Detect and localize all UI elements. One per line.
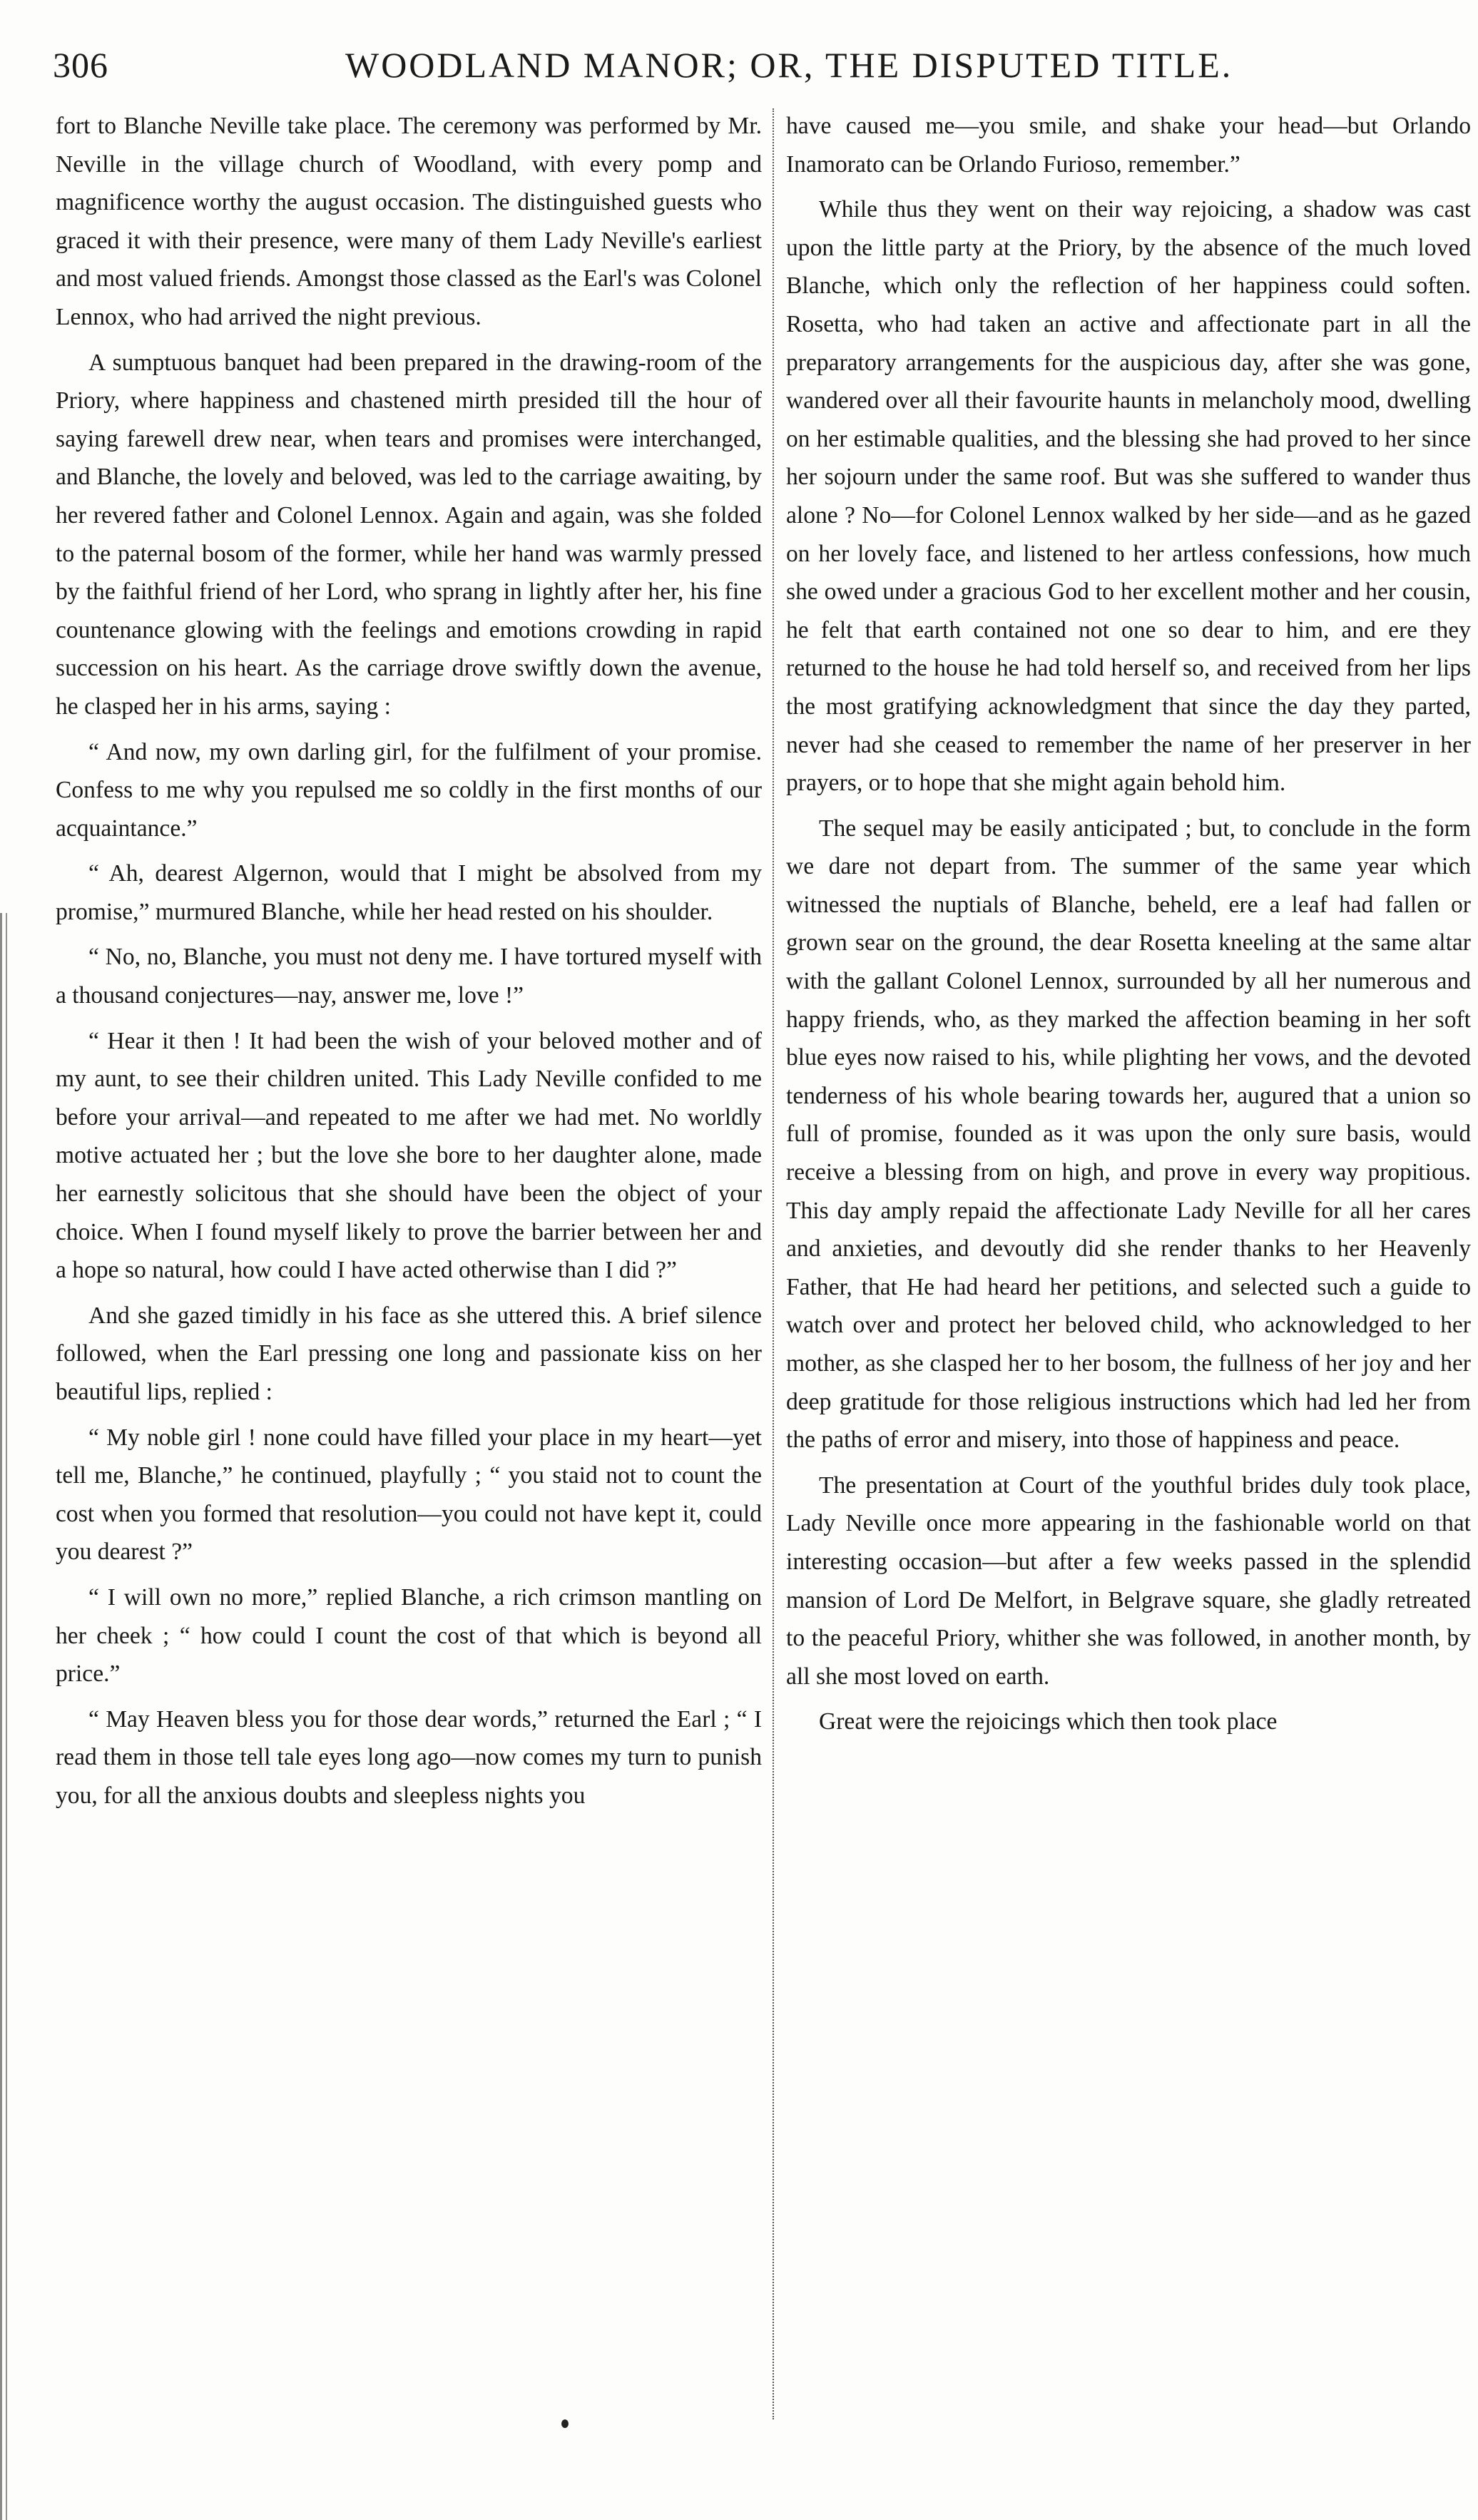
paragraph: “ Hear it then ! It had been the wish of your beloved mother and of my aunt, to see their children united. This Lady Neville confided to me before your arrival—and repeated to me after we had met. No worldly motive actuated her ; but the love she bore to her daughter alone, made her earnestly solicitous that she should have been the object of your choice. When I found myself likely to prove the barrier between her and a hope so natural, how could I have acted otherwise than I did ?” bbox=[56, 1027, 762, 1284]
paragraph: The presentation at Court of the youthful brides duly took place, Lady Neville once more appearing in the fashionable world on that interesting occasion—but after a few weeks passed in the splendid mansion of Lord De Melfort, in Belgrave square, she gladly retreated to the peaceful Priory, whither she was followed, in another month, by all she most loved on earth. bbox=[786, 1471, 1471, 1690]
paragraph: “ May Heaven bless you for those dear words,” returned the Earl ; “ I read them in those tell tale eyes long ago—now comes my turn to punish you, for all the anxious doubts and sleepless nights you bbox=[56, 1705, 762, 1809]
page-header bbox=[53, 44, 1422, 94]
paragraph: fort to Blanche Neville take place. The ceremony was performed by Mr. Neville in the village church of Woodland, with every pomp and magnificence worthy the august occasion. The distinguished guests who graced it with their presence, were many of them Lady Neville's earliest and most valued friends. Amongst those classed as the Earl's was Colonel Lennox, who had arrived the night previous. bbox=[56, 113, 762, 330]
page-number: 306 bbox=[53, 45, 108, 85]
paragraph: “ I will own no more,” replied Blanche, a rich crimson mantling on her cheek ; “ how could I count the cost of that which is beyond all price.” bbox=[56, 1583, 762, 1688]
page-binding-edge bbox=[0, 913, 19, 2520]
left-column bbox=[56, 107, 762, 1822]
paragraph: Great were the rejoicings which then took place bbox=[819, 1708, 1278, 1735]
paragraph: “ Ah, dearest Algernon, would that I might be absolved from my promise,” murmured Blanche, while her head rested on his shoulder. bbox=[56, 860, 762, 925]
paragraph: The sequel may be easily anticipated ; but, to conclude in the form we dare not depart from. The summer of the same year which witnessed the nuptials of Blanche, beheld, ere a leaf had fallen or grown sear on the ground, the dear Rosetta kneeling at the same altar with the gallant Colonel Lennox, surrounded by all her numerous and happy friends, who, as they marked the affection beaming in her soft blue eyes now raised to his, while plighting her vows, and the devoted tenderness of his whole bearing towards her, augured that a union so full of promise, founded as it was upon the only sure basis, would receive a blessing from on high, and prove in every way propitious. This day amply repaid the affectionate Lady Neville for all her cares and anxieties, and devoutly did she render thanks to her Heavenly Father, that He had heard her petitions, and selected such a guide to watch over and protect her beloved child, who acknowledged to her mother, as she clasped her to her bosom, the fullness of her joy and her deep gratitude for those religious instructions which had led her from the paths of error and misery, into those of happiness and peace. bbox=[786, 815, 1471, 1454]
paragraph: “ And now, my own darling girl, for the fulfilment of your promise. Confess to me why you repulsed me so coldly in the first months of our acquaintance.” bbox=[56, 738, 762, 842]
right-column bbox=[786, 107, 1471, 1748]
paragraph: “ No, no, Blanche, you must not deny me. I have tortured myself with a thousand conjectures—nay, answer me, love !” bbox=[56, 944, 762, 1009]
running-title: WOODLAND MANOR; OR, THE DISPUTED TITLE. bbox=[345, 45, 1233, 85]
paragraph: While thus they went on their way rejoicing, a shadow was cast upon the little party at the Priory, by the absence of the much loved Blanche, which only the reflection of her happiness could soften. Rosetta, who had taken an active and affectionate part in all the preparatory arrangements for the auspicious day, after she was gone, wandered over all their favourite haunts in melancholy mood, dwelling on her estimable qualities, and the blessing she had proved to her since her sojourn under the same roof. But was she suffered to wander thus alone ? No—for Colonel Lennox walked by her side—and as he gazed on her lovely face, and listened to her artless confessions, how much she owed under a gracious God to her excellent mother and her cousin, he felt that earth contained not one so dear to him, and ere they returned to the house he had told herself so, and received from her lips the most gratifying acknowledgment that since the day they parted, never had she ceased to remember the name of her preserver in her prayers, or to hope that she might again behold him. bbox=[786, 196, 1471, 797]
paragraph: have caused me—you smile, and shake your head—but Orlando Inamorato can be Orlando Furioso, remember.” bbox=[786, 113, 1471, 178]
paragraph: A sumptuous banquet had been prepared in the drawing-room of the Priory, where happiness and chastened mirth presided till the hour of saying farewell drew near, when tears and promises were interchanged, and Blanche, the lovely and beloved, was led to the carriage awaiting, by her revered father and Colonel Lennox. Again and again, was she folded to the paternal bosom of the former, while her hand was warmly pressed by the faithful friend of her Lord, who sprang in lightly after her, his fine countenance glowing with the feelings and emotions crowding in rapid succession on his heart. As the carriage drove swiftly down the avenue, he clasped her in his arms, saying : bbox=[56, 349, 762, 720]
paragraph: And she gazed timidly in his face as she uttered this. A brief silence followed, when the Earl pressing one long and passionate kiss on her beautiful lips, replied : bbox=[56, 1302, 762, 1405]
paragraph: “ My noble girl ! none could have filled your place in my heart—yet tell me, Blanche,” he continued, playfully ; “ you staid not to count the cost when you formed that resolution—you could not have kept it, could you dearest ?” bbox=[56, 1424, 762, 1566]
ink-mark bbox=[561, 2419, 569, 2428]
column-divider bbox=[773, 108, 774, 2419]
